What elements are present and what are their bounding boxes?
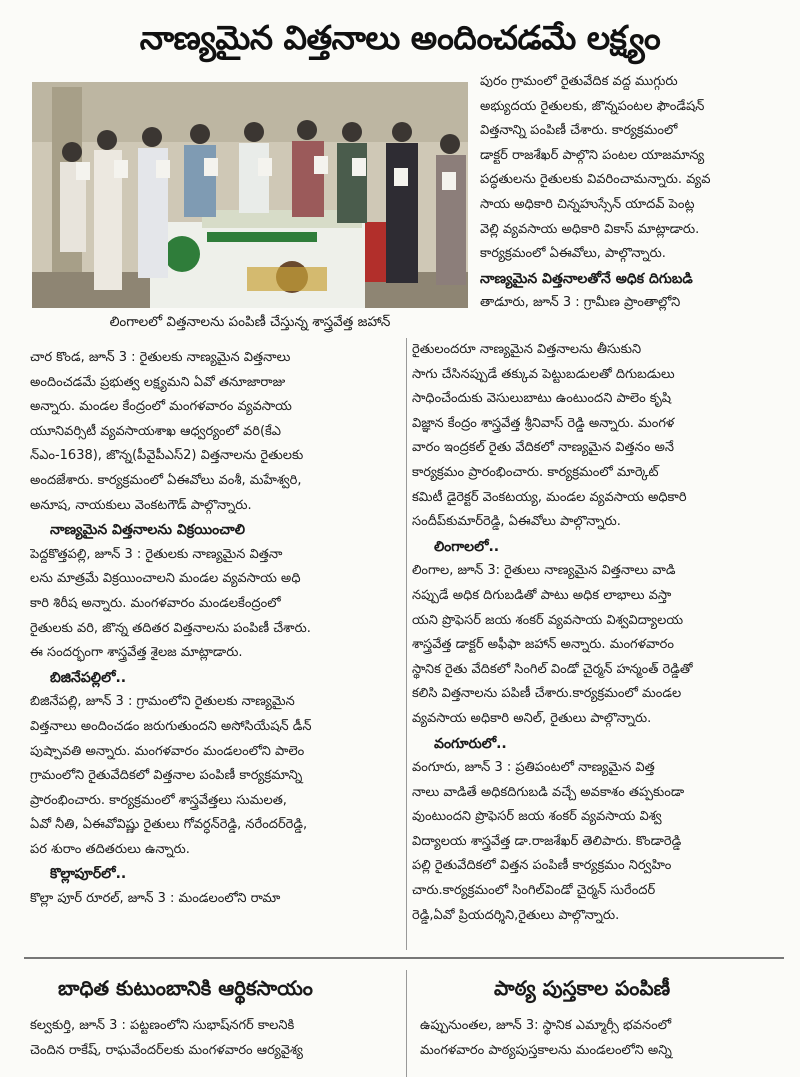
text-line: వ్యవసాయ అధికారి అనిల్, రైతులు పాల్గొన్నారు. bbox=[412, 710, 652, 726]
text-line: ప్రారంభించారు. కార్యక్రమంలో శాస్త్రవేత్తలు సుమలత, bbox=[30, 792, 287, 808]
section-separator bbox=[24, 957, 784, 959]
right-column-top bbox=[480, 70, 776, 316]
text-line: సాగు చేసినప్పుడే తక్కువ పెట్టుబడులతో దిగుబడులు bbox=[412, 366, 675, 382]
text-line: లను మాత్రమే విక్రయించాలని మండల వ్యవసాయ అధి bbox=[30, 571, 301, 587]
text-line: తాడూరు, జూన్ 3 : గ్రామీణ ప్రాంతాల్లోని bbox=[480, 295, 681, 311]
text-line: పద్ధతులను రైతులకు వివరించామన్నారు. వ్యవ bbox=[480, 172, 711, 188]
text-line: ఏవో నీతి, ఏఈవోవిష్ణు రైతులు గోవర్ధన్‌రెడ్డి, నరేందర్‌రెడ్డి, bbox=[30, 817, 308, 833]
text-line: చారు.కార్యక్రమంలో సింగిల్‌విండో చైర్మన్ సురేందర్ bbox=[412, 883, 656, 899]
text-line: సాయ అధికారి చిన్నహుస్సేన్ యాదవ్ పెంట్ల bbox=[480, 196, 695, 212]
text-line: అనూష, నాయకులు వెంకటగౌడ్ పాల్గొన్నారు. bbox=[30, 497, 252, 513]
bottom-right-headline: పాఠ్య పుస్తకాల పంపిణీ bbox=[494, 976, 671, 1000]
text-line: నాలు వాడితే అధికదిగుబడి వచ్చే అవకాశం తప్పకుండా bbox=[412, 784, 685, 800]
photo-illustration bbox=[32, 82, 468, 308]
text-line: వంగూరు, జూన్ 3 : ప్రతిపంటలో నాణ్యమైన విత్త bbox=[412, 760, 655, 776]
text-line: రైతులందరూ నాణ్యమైన విత్తనాలను తీసుకుని bbox=[412, 342, 642, 357]
text-line: నప్పుడే అధిక దిగుబడితో పాటు అధిక లాభాలు వస్తా bbox=[412, 587, 672, 603]
text-line: బిజినేపల్లి, జూన్ 3 : గ్రామంలోని రైతులకు నాణ్యమైన bbox=[30, 694, 295, 710]
text-line: కార్యక్రమం ప్రారంభించారు. కార్యక్రమంలో మార్కెట్ bbox=[412, 464, 659, 480]
text-line: వుంటుందని ప్రొఫెసర్ జయ శంకర్ వ్యవసాయ విశ్వ bbox=[412, 809, 662, 825]
column-divider bbox=[406, 338, 407, 950]
subheading-sell-quality-seeds: నాణ్యమైన విత్తనాలను విక్రయించాలి bbox=[50, 522, 245, 539]
bottom-left-story bbox=[30, 1014, 402, 1063]
text-line: పురం గ్రామంలో రైతువేదిక వద్ద ముగ్గురు bbox=[480, 74, 678, 89]
bottom-left-headline: బాధిత కుటుంబానికి ఆర్థికసాయం bbox=[58, 976, 313, 1000]
subheading-bijinepally: బిజినేపల్లిలో.. bbox=[50, 669, 127, 686]
text-line: సాధించేందుకు వెసులుబాటు ఉంటుందని పాలెం కృషి bbox=[412, 391, 672, 407]
text-line: కార్యక్రమంలో ఏఈవోలు, పాల్గొన్నారు. bbox=[480, 246, 666, 262]
text-line: కారి శిరీష అన్నారు. మంగళవారం మండలకేంద్రంలో bbox=[30, 595, 281, 611]
text-line: విజ్ఞాన కేంద్రం శాస్త్రవేత్త శ్రీనివాస్ రెడ్డి అన్నారు. మంగళ bbox=[412, 415, 675, 431]
text-line: రైతులకు వరి, జొన్న తదితర విత్తనాలను పంపిణీ చేశారు. bbox=[30, 620, 311, 636]
subheading: నాణ్యమైన విత్తనాలతోనే అధిక దిగుబడి bbox=[480, 270, 693, 287]
text-line: కల్వకుర్తి, జూన్ 3 : పట్టణంలోని సుభాష్‌నగర్ కాలనికి bbox=[30, 1018, 295, 1033]
text-line: కమిటీ డైరెక్టర్ వెంకటయ్య, మండల వ్యవసాయ అధికారి bbox=[412, 489, 687, 505]
bottom-column-divider bbox=[406, 970, 407, 1077]
subheading-vanguru: వంగూరులో.. bbox=[434, 735, 507, 752]
text-line: యూనివర్సిటీ వ్యవసాయశాఖ ఆధ్వర్యంలో వరి(కేఎ bbox=[30, 423, 282, 439]
text-line: స్థానిక రైతు వేదికలో సింగిల్ విండో చైర్మన్ హన్మంత్ రెడ్డితో bbox=[412, 661, 693, 677]
text-line: లింగాల, జూన్ 3: రైతులు నాణ్యమైన విత్తనాలు వాడి bbox=[412, 563, 676, 579]
text-line: గ్రామంలోని రైతువేదికలో విత్తనాల పంపిణీ కార్యక్రమాన్ని bbox=[30, 768, 303, 784]
headline: నాణ్యమైన విత్తనాలు అందించడమే లక్ష్యం bbox=[139, 18, 661, 57]
text-line: విద్యాలయ శాస్త్రవేత్త డా.రాజశేఖర్ తెలిపారు. కొండారెడ్డి bbox=[412, 833, 682, 849]
subheading-kollapur: కొల్లాపూర్‌లో.. bbox=[50, 866, 127, 883]
text-line: యని ప్రొఫెసర్ జయ శంకర్ వ్యవసాయ విశ్వవిద్యాలయ bbox=[412, 612, 684, 628]
text-line: ఈ సందర్భంగా శాస్త్రవేత్త శైలజ మాట్లాడారు. bbox=[30, 645, 243, 661]
text-line: అభ్యుదయ రైతులకు, జొన్నపంటల ఫౌండేషన్ bbox=[480, 98, 705, 114]
subheading-lingala: లింగాలలో.. bbox=[434, 538, 500, 555]
text-line: పల్లి రైతువేదికలో విత్తన పంపిణీ కార్యక్రమం నిర్వహిం bbox=[412, 858, 672, 874]
photo-caption: లింగాలలో విత్తనాలను పంపిణీ చేస్తున్న శాస్త్రవేత్త జహాన్ bbox=[109, 314, 391, 330]
bottom-right-story bbox=[420, 1014, 786, 1063]
text-line: పర శురాం తదితరులు ఉన్నారు. bbox=[30, 841, 190, 857]
text-line: రెడ్డి,ఏవో ప్రియదర్శిని,రైతులు పాల్గొన్నారు. bbox=[412, 907, 620, 923]
text-line: మంగళవారం పాఠ్యపుస్తకాలను మండలంలోని అన్ని bbox=[420, 1042, 672, 1058]
left-column bbox=[30, 346, 402, 912]
text-line: అన్నారు. మండల కేంద్రంలో మంగళవారం వ్యవసాయ bbox=[30, 399, 292, 415]
text-line: పెద్దకొత్తపల్లి, జూన్ 3 : రైతులకు నాణ్యమైన విత్తనా bbox=[30, 546, 283, 562]
text-line: చార కొండ, జూన్ 3 : రైతులకు నాణ్యమైన విత్తనాలు bbox=[30, 350, 291, 365]
text-line: డాక్టర్ రాజశేఖర్ పాల్గొని పంటల యాజమాన్య bbox=[480, 147, 705, 163]
text-line: వారం ఇంద్రకల్ రైతు వేదికలో నాణ్యమైన విత్తనం అనే bbox=[412, 440, 675, 456]
text-line: ఉప్పునుంతల, జూన్ 3: స్థానిక ఎమ్మార్సీ భవనంలో bbox=[420, 1018, 672, 1033]
news-photo bbox=[32, 82, 468, 308]
text-line: విత్తనాలు అందించడం జరుగుతుందని అసోసియేషన్ డీన్ bbox=[30, 718, 312, 734]
text-line: అందించడమే ప్రభుత్వ లక్ష్యమని ఏవో తనూజారాజు bbox=[30, 374, 286, 390]
text-line: అందజేశారు. కార్యక్రమంలో ఏఈవోలు వంశీ, మహేశ్వరి, bbox=[30, 472, 302, 488]
text-line: న్ఎం-1638), జొన్న(పీవైపీఎస్2) విత్తనాలను రైతులకు bbox=[30, 448, 304, 464]
text-line: విత్తనాన్ని పంపిణీ చేశారు. కార్యక్రమంలో bbox=[480, 123, 678, 139]
text-line: సందీప్‌కుమార్‌రెడ్డి, ఏఈవోలు పాల్గొన్నారు. bbox=[412, 514, 621, 530]
text-line: కొల్లా పూర్ రూరల్, జూన్ 3 : మండలంలోని రామా bbox=[30, 891, 281, 907]
text-line: శాస్త్రవేత్త డాక్టర్ అఫీఫా జహాన్ అన్నారు. మంగళవారం bbox=[412, 637, 674, 653]
text-line: వెల్లి వ్యవసాయ అధికారి వికాస్ మాట్లాడారు. bbox=[480, 221, 700, 237]
right-column bbox=[412, 338, 784, 928]
text-line: కలిసి విత్తనాలను పపిణీ చేశారు.కార్యక్రమంలో మండల bbox=[412, 686, 682, 702]
text-line: చెందిన రాకేష్, రాఘవేందర్‌లకు మంగళవారం ఆర్యవైశ్య bbox=[30, 1042, 304, 1058]
text-line: పుష్పావతి అన్నారు. మంగళవారం మండలంలోని పాలెం bbox=[30, 743, 305, 759]
